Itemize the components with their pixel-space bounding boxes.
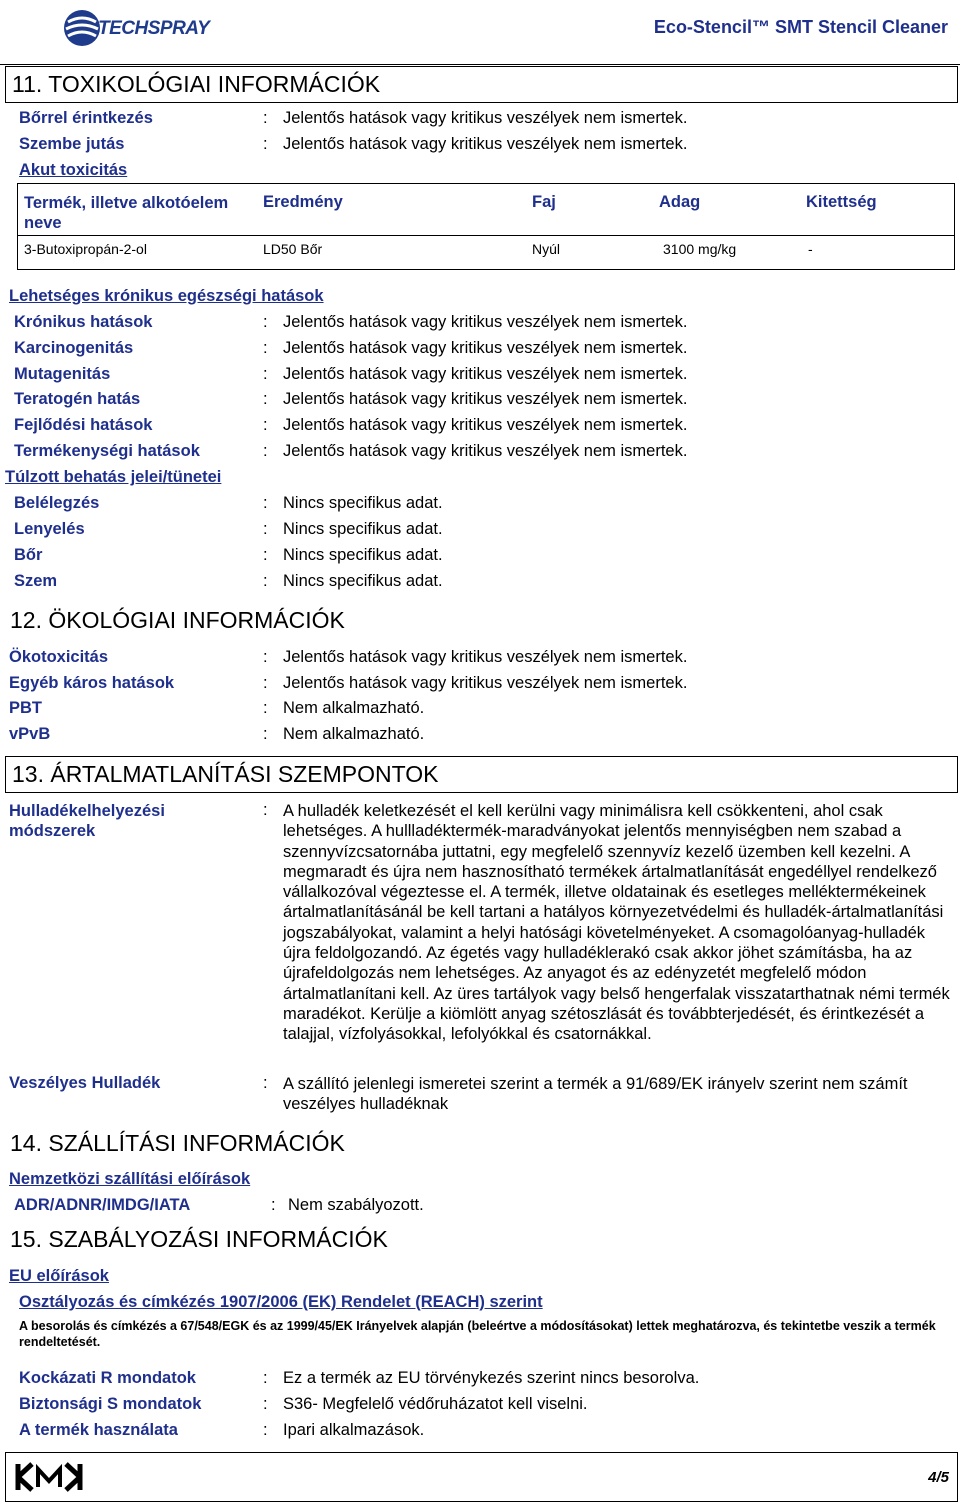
eye-value: Nincs specifikus adat. [283,572,443,590]
skin-value: Nincs specifikus adat. [283,546,443,564]
other-effects-label: Egyéb káros hatások [9,674,175,692]
fertility-value: Jelentős hatások vagy kritikus veszélyek nem ismertek. [283,442,688,460]
colon: : [263,1369,268,1387]
section-11-title: 11. TOXIKOLÓGIAI INFORMÁCIÓK [5,66,958,103]
inhalation-label: Belélegzés [14,494,100,512]
safety-phrases-value: S36- Megfelelő védőruházatot kell viselni. [283,1395,588,1413]
footer-box [5,1452,958,1502]
eye-contact-value: Jelentős hatások vagy kritikus veszélyek nem ismertek. [283,135,688,153]
table-divider [18,235,954,236]
kmk-logo-icon [14,1461,84,1493]
colon: : [263,520,268,538]
techspray-logo [62,8,210,48]
other-effects-value: Jelentős hatások vagy kritikus veszélyek nem ismertek. [283,674,688,692]
eu-regulations-heading: EU előírások [9,1267,109,1285]
inhalation-value: Nincs specifikus adat. [283,494,443,512]
developmental-label: Fejlődési hatások [14,416,153,434]
classification-note: A besorolás és címkézés a 67/548/EGK és az 1999/45/EK Irányelvek alapján (beleértve a módosításokat) lettek meghatározva, és tekintetbe veszik a termék rendeltetését. [19,1319,936,1349]
teratogenicity-value: Jelentős hatások vagy kritikus veszélyek nem ismertek. [283,390,688,408]
table-cell: LD50 Bőr [263,241,323,257]
teratogenicity-label: Teratogén hatás [14,390,141,408]
header [0,0,960,62]
safety-phrases-label: Biztonsági S mondatok [19,1395,202,1413]
colon: : [263,1395,268,1413]
carcinogenicity-value: Jelentős hatások vagy kritikus veszélyek nem ismertek. [283,339,688,357]
colon: : [263,109,268,127]
section-13-title: 13. ÁRTALMATLANÍTÁSI SZEMPONTOK [5,756,958,793]
hazardous-waste-value: A szállító jelenlegi ismeretei szerint a termék a 91/689/EK irányelv szerint nem számít veszélyes hulladéknak [283,1075,908,1114]
skin-contact-label: Bőrrel érintkezés [19,109,153,127]
section-14-title: 14. SZÁLLÍTÁSI INFORMÁCIÓK [10,1130,345,1156]
risk-phrases-label: Kockázati R mondatok [19,1369,196,1387]
eye-label: Szem [14,572,58,590]
risk-phrases-value: Ez a termék az EU törvénykezés szerint nincs besorolva. [283,1369,700,1387]
colon: : [263,674,268,692]
product-name: Eco-Stencil™ SMT Stencil Cleaner [653,17,948,37]
hazardous-waste-label: Veszélyes Hulladék [9,1074,161,1092]
colon: : [263,648,268,666]
disposal-methods-value: A hulladék keletkezését el kell kerülni vagy minimálisra kell csökkenteni, ahol csak lehetséges. A hullladéktermék-maradványokat jelentős mennyiségben nem szabad a szennyvízcsatornába juttatni, egy megfelelő szennyvíz kezelő üzemben kell kezelni. A megmaradt és újra nem hasznosítható termékek ártalmatlanítását engedéllyel rendelkező vállalkozóval végeztesse el. A termék, illetve oldatainak és esetleges melléktermékeinek ártalmatlanításánál be kell tartani a hatályos környezetvédelmi és hulladék-ártalmatlanítási jogszabályokat, valamint a helyi hatósági követelményeket. A csomagolóanyag-hulladék újra feldolgozandó. Az égetés vagy hulladéklerakó csak akkor jöhet számításba, ha az újrafeldolgozás nem lehetséges. Az anyagot és az edényzetét megfelelő módon ártalmatlanítani kell. Az üres tartályok vagy belső hengerfalak visszatarthatnak némi termék maradékot. Kerülje a kiömlött anyag szétoszlását és továbbterjedését, és érintkezését a talajjal, vízfolyásokkal, lefolyókkal és csatornákkal. [283,802,950,1044]
skin-contact-value: Jelentős hatások vagy kritikus veszélyek nem ismertek. [283,109,688,127]
colon: : [263,1074,268,1092]
fertility-label: Termékenységi hatások [14,442,200,460]
chronic-label: Krónikus hatások [14,313,153,331]
colon: : [263,546,268,564]
disposal-methods-label: Hulladékelhelyezési módszerek [9,802,165,840]
colon: : [263,801,268,819]
colon: : [263,572,268,590]
carcinogenicity-label: Karcinogenitás [14,339,134,357]
colon: : [263,390,268,408]
colon: : [271,1196,276,1214]
colon: : [263,494,268,512]
table-cell: 3100 mg/kg [663,241,737,257]
table-header-species: Faj [532,193,556,211]
pbt-label: PBT [9,699,42,717]
colon: : [263,416,268,434]
colon: : [263,699,268,717]
table-header-product: Termék, illetve alkotóelem neve [24,194,229,232]
colon: : [263,442,268,460]
mutagenicity-label: Mutagenitás [14,365,111,383]
table-cell: Nyúl [532,241,561,257]
developmental-value: Jelentős hatások vagy kritikus veszélyek nem ismertek. [283,416,688,434]
table-cell: - [808,241,813,257]
chronic-value: Jelentős hatások vagy kritikus veszélyek nem ismertek. [283,313,688,331]
page-number: 4/5 [928,1469,949,1486]
ecotoxicity-label: Ökotoxicitás [9,648,109,666]
eye-contact-label: Szembe jutás [19,135,125,153]
ingestion-label: Lenyelés [14,520,85,538]
mutagenicity-value: Jelentős hatások vagy kritikus veszélyek nem ismertek. [283,365,688,383]
acute-toxicity-heading: Akut toxicitás [19,161,128,179]
table-header-exposure: Kitettség [806,193,877,211]
section-15-title: 15. SZABÁLYOZÁSI INFORMÁCIÓK [10,1226,388,1252]
table-row [18,241,954,261]
product-use-value: Ipari alkalmazások. [283,1421,425,1439]
section-12-title: 12. ÖKOLÓGIAI INFORMÁCIÓK [10,607,345,633]
vpvb-label: vPvB [9,725,51,743]
table-cell: 3-Butoxipropán-2-ol [24,241,147,257]
overexposure-heading: Túlzott behatás jelei/tünetei [5,468,222,486]
ingestion-value: Nincs specifikus adat. [283,520,443,538]
toxicity-table [17,183,955,270]
colon: : [263,313,268,331]
colon: : [263,135,268,153]
colon: : [263,339,268,357]
skin-label: Bőr [14,546,43,564]
adr-value: Nem szabályozott. [288,1196,424,1214]
header-divider [0,64,960,65]
brand-name: TECHSPRAY [98,18,210,39]
intl-transport-heading: Nemzetközi szállítási előírások [9,1170,251,1188]
table-header-result: Eredmény [263,193,343,211]
ecotoxicity-value: Jelentős hatások vagy kritikus veszélyek nem ismertek. [283,648,688,666]
adr-label: ADR/ADNR/IMDG/IATA [14,1196,191,1214]
chronic-effects-heading: Lehetséges krónikus egészségi hatások [9,287,324,305]
reach-heading: Osztályozás és címkézés 1907/2006 (EK) Rendelet (REACH) szerint [19,1293,543,1311]
table-header-dose: Adag [659,193,701,211]
colon: : [263,725,268,743]
kmk-logo [14,1461,84,1493]
colon: : [263,365,268,383]
product-use-label: A termék használata [19,1421,178,1439]
pbt-value: Nem alkalmazható. [283,699,425,717]
vpvb-value: Nem alkalmazható. [283,725,425,743]
colon: : [263,1421,268,1439]
